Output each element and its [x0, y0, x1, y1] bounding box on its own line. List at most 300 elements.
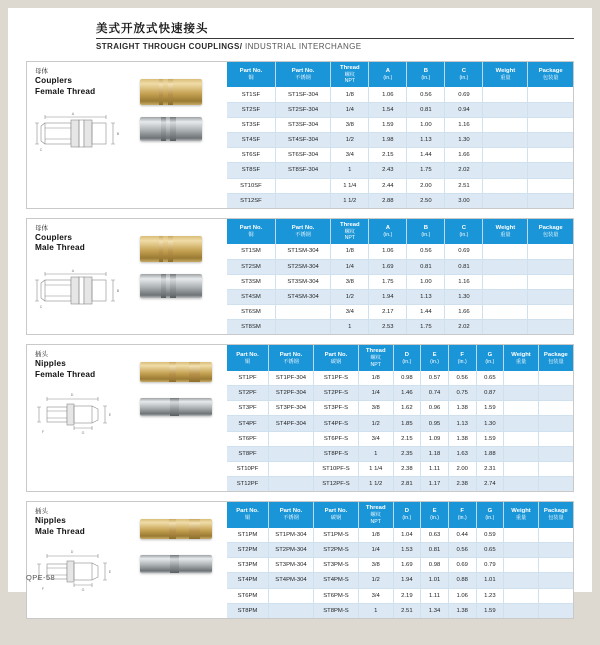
cell-r3-c0: ST4SF [227, 132, 275, 147]
cell-r2-c4: 1.00 [407, 274, 445, 289]
cell-r2-c2: 3/8 [331, 274, 369, 289]
cell-r1-c0: ST2PM [227, 542, 269, 557]
table-row[interactable] [227, 117, 573, 132]
cell-r3-c0: ST4SM [227, 289, 275, 304]
product-detail [189, 519, 201, 539]
cell-r7-c2: ST12PF-S [313, 477, 358, 492]
column-header-sub-0: 铜 [248, 232, 254, 238]
cell-r5-c7 [528, 163, 573, 178]
cell-r4-c7 [528, 305, 573, 320]
svg-text:A: A [71, 268, 75, 273]
cell-r0-c3: 1/8 [358, 371, 393, 386]
cell-r5-c3: 1 [358, 446, 393, 461]
cell-r4-c0: ST6PM [227, 588, 269, 603]
spec-table-2 [227, 219, 573, 335]
sections-container [26, 61, 574, 619]
column-header-sub-0: 铜 [248, 75, 254, 82]
table-row[interactable] [227, 371, 573, 386]
spec-table-1 [227, 62, 573, 208]
svg-text:B: B [116, 132, 120, 136]
section-label-en-1: Nipples [35, 359, 66, 369]
table-row[interactable] [227, 431, 573, 446]
table-row[interactable] [227, 528, 573, 543]
spec-table-wrapper [227, 345, 573, 491]
cell-r5-c6 [483, 320, 528, 335]
cell-r4-c3: 3/4 [358, 431, 393, 446]
product-detail [159, 236, 163, 262]
cell-r1-c3: 1.54 [369, 102, 407, 117]
column-header-0: Part No. 铜 [227, 502, 269, 527]
product-photo-brass [140, 362, 212, 382]
column-header-sub-5: (in.) [430, 515, 439, 522]
cell-r5-c5: 1.34 [421, 603, 449, 618]
cell-r5-c3: 1 [358, 603, 393, 618]
cell-r5-c2: ST8PF-S [313, 446, 358, 461]
cell-r1-c8 [504, 386, 539, 401]
section-illustration-panel [27, 219, 227, 335]
cell-r2-c3: 1.59 [369, 117, 407, 132]
column-header-sub-3: 螺纹 NPT [370, 355, 381, 368]
svg-text:C: C [39, 304, 43, 309]
cell-r7-c5: 1.17 [421, 477, 449, 492]
cell-r4-c2: 3/4 [331, 305, 369, 320]
cell-r5-c0: ST8SF [227, 163, 275, 178]
cell-r4-c3: 2.15 [369, 148, 407, 163]
cell-r2-c9 [538, 558, 573, 573]
section-label-en-2: Male Thread [35, 243, 85, 253]
cell-r3-c6 [483, 289, 528, 304]
cell-r0-c5: 0.69 [445, 244, 483, 259]
cell-r0-c6: 0.56 [448, 371, 476, 386]
spec-table-wrapper [227, 219, 573, 335]
column-header-3: Thread 螺纹 NPT [358, 345, 393, 370]
page-title-cn: 美式开放式快速接头 [96, 23, 209, 35]
cell-r2-c0: ST3SM [227, 274, 275, 289]
cell-r3-c7 [528, 132, 573, 147]
cell-r3-c6: 1.13 [448, 416, 476, 431]
technical-line-drawing [35, 268, 121, 312]
page-footer: QPE-58 [26, 573, 56, 582]
column-header-sub-4: (in.) [421, 232, 431, 238]
column-header-0: Part No. 铜 [227, 62, 275, 87]
svg-text:E: E [108, 570, 112, 575]
cell-r0-c0: ST1SM [227, 244, 275, 259]
cell-r3-c4: 1.94 [393, 573, 421, 588]
cell-r7-c4: 2.81 [393, 477, 421, 492]
cell-r2-c6: 1.38 [448, 401, 476, 416]
cell-r7-c9 [538, 477, 573, 492]
cell-r4-c6: 1.06 [448, 588, 476, 603]
section-media [35, 382, 223, 518]
cell-r4-c1: ST6SF-304 [275, 148, 330, 163]
column-header-7: Package 包装量 [528, 62, 573, 87]
cell-r1-c3: 1/4 [358, 386, 393, 401]
column-header-sub-8: 重量 [515, 358, 527, 365]
cell-r1-c7: 0.87 [476, 386, 504, 401]
cell-r4-c7: 1.23 [476, 588, 504, 603]
cell-r1-c2: ST2PM-S [313, 542, 358, 557]
column-header-4: D (in.) [393, 502, 421, 527]
cell-r5-c8 [504, 603, 539, 618]
cell-r2-c4: 1.00 [407, 117, 445, 132]
product-photo-steel [140, 274, 202, 298]
cell-r4-c6 [483, 148, 528, 163]
product-detail [169, 362, 176, 382]
table-row[interactable] [227, 477, 573, 492]
section-label-en-2: Female Thread [35, 369, 96, 379]
cell-r3-c4: 1.85 [393, 416, 421, 431]
table-row[interactable] [227, 274, 573, 289]
table-row[interactable] [227, 320, 573, 335]
cell-r7-c0: ST12SF [227, 193, 275, 208]
cell-r2-c8 [504, 558, 539, 573]
table-row[interactable] [227, 573, 573, 588]
product-detail [168, 236, 174, 262]
page-header [96, 22, 574, 52]
cell-r1-c3: 1.69 [369, 259, 407, 274]
cell-r0-c0: ST1PF [227, 371, 269, 386]
cell-r1-c7 [528, 259, 573, 274]
spec-table-3 [227, 345, 573, 491]
cell-r6-c5: 1.11 [421, 461, 449, 476]
column-header-6: F (in.) [448, 502, 476, 527]
cell-r7-c0: ST12PF [227, 477, 269, 492]
cell-r0-c1: ST1PM-304 [269, 528, 314, 543]
column-header-1: Part No. 不锈钢 [269, 345, 314, 370]
technical-line-drawing [35, 111, 121, 155]
cell-r3-c2: ST4PF-S [313, 416, 358, 431]
column-header-sub-2: 螺纹 NPT [344, 228, 355, 242]
cell-r4-c9 [538, 588, 573, 603]
cell-r4-c7 [528, 148, 573, 163]
column-header-sub-7: (in.) [485, 358, 495, 365]
table-row[interactable] [227, 446, 573, 461]
cell-r0-c1: ST1PF-304 [269, 371, 314, 386]
table-row[interactable] [227, 461, 573, 476]
cell-r2-c0: ST3PF [227, 401, 269, 416]
cell-r4-c2: 3/4 [331, 148, 369, 163]
cell-r6-c6 [483, 178, 528, 193]
cell-r3-c4: 1.13 [407, 289, 445, 304]
product-detail [161, 274, 166, 298]
column-header-8: Weight 重量 [504, 502, 539, 527]
column-header-sub-1: 不锈钢 [295, 75, 311, 82]
table-row[interactable] [227, 178, 573, 193]
product-photo-steel [140, 398, 212, 416]
column-header-sub-1: 不锈钢 [283, 358, 299, 365]
cell-r1-c4: 1.46 [393, 386, 421, 401]
cell-r6-c6: 2.00 [448, 461, 476, 476]
cell-r1-c4: 0.81 [407, 259, 445, 274]
cell-r2-c1: ST3SM-304 [275, 274, 330, 289]
cell-r1-c6: 0.56 [448, 542, 476, 557]
section-label-en-1: Nipples [35, 516, 66, 526]
cell-r4-c0: ST6PF [227, 431, 269, 446]
column-header-1: Part No. 不锈钢 [275, 62, 330, 87]
cell-r1-c8 [504, 542, 539, 557]
cell-r3-c5: 1.30 [445, 132, 483, 147]
cell-r2-c0: ST3SF [227, 117, 275, 132]
product-section-2 [26, 218, 574, 336]
table-row[interactable] [227, 386, 573, 401]
column-header-sub-5: (in.) [430, 358, 439, 365]
table-row[interactable] [227, 416, 573, 431]
svg-text:F: F [41, 587, 45, 592]
section-label-cn: 母体 [35, 68, 48, 75]
cell-r1-c2: ST2PF-S [313, 386, 358, 401]
header-divider [96, 38, 574, 39]
cell-r5-c7: 1.59 [476, 603, 504, 618]
cell-r2-c4: 1.69 [393, 558, 421, 573]
section-illustration-panel [27, 345, 227, 491]
cell-r2-c7 [528, 117, 573, 132]
column-header-7: Package 包装量 [528, 219, 573, 244]
cell-r2-c5: 1.16 [445, 274, 483, 289]
table-row[interactable] [227, 542, 573, 557]
cell-r7-c7 [528, 193, 573, 208]
cell-r0-c5: 0.57 [421, 371, 449, 386]
column-header-7: G (in.) [476, 345, 504, 370]
section-media [35, 99, 223, 235]
svg-text:G: G [81, 431, 85, 436]
column-header-sub-7: 包装量 [542, 232, 559, 238]
cell-r5-c4: 2.35 [393, 446, 421, 461]
column-header-6: F (in.) [448, 345, 476, 370]
cell-r3-c6: 0.88 [448, 573, 476, 588]
cell-r3-c2: 1/2 [331, 132, 369, 147]
svg-text:B: B [116, 288, 120, 293]
cell-r4-c6 [483, 305, 528, 320]
cell-r0-c7 [528, 244, 573, 259]
product-photo-brass [140, 519, 212, 539]
cell-r7-c7: 2.74 [476, 477, 504, 492]
column-header-sub-4: (in.) [421, 75, 431, 82]
product-detail [170, 398, 179, 416]
column-header-6: Weight 重量 [483, 219, 528, 244]
cell-r4-c9 [538, 431, 573, 446]
table-header-row [227, 62, 573, 87]
cell-r6-c1 [269, 461, 314, 476]
cell-r3-c7: 1.30 [476, 416, 504, 431]
column-header-5: E (in.) [421, 345, 449, 370]
cell-r5-c5: 2.02 [445, 163, 483, 178]
column-header-9: Package 包装量 [538, 502, 573, 527]
cell-r5-c3: 2.43 [369, 163, 407, 178]
table-row[interactable] [227, 259, 573, 274]
cell-r3-c5: 0.95 [421, 416, 449, 431]
cell-r0-c4: 1.04 [393, 528, 421, 543]
column-header-sub-3: (in.) [383, 75, 393, 82]
cell-r0-c9 [538, 371, 573, 386]
table-header-row [227, 502, 573, 527]
cell-r2-c6 [483, 117, 528, 132]
cell-r2-c4: 1.62 [393, 401, 421, 416]
product-photo-brass [140, 79, 202, 105]
column-header-4: B (in.) [407, 219, 445, 244]
table-row[interactable] [227, 163, 573, 178]
cell-r4-c1 [269, 588, 314, 603]
cell-r1-c4: 0.81 [407, 102, 445, 117]
table-row[interactable] [227, 289, 573, 304]
cell-r3-c0: ST4PM [227, 573, 269, 588]
cell-r7-c8 [504, 477, 539, 492]
column-header-sub-1: 不锈钢 [295, 232, 311, 238]
cell-r5-c1: ST8SF-304 [275, 163, 330, 178]
cell-r0-c8 [504, 528, 539, 543]
cell-r5-c7 [528, 320, 573, 335]
cell-r5-c2: ST8PM-S [313, 603, 358, 618]
column-header-sub-4: (in.) [402, 515, 412, 522]
cell-r4-c4: 1.44 [407, 305, 445, 320]
product-photo-steel [140, 117, 202, 141]
page-title-en-light: INDUSTRIAL INTERCHANGE [242, 42, 362, 51]
cell-r1-c0: ST2SM [227, 259, 275, 274]
technical-line-drawing [35, 392, 121, 436]
table-row[interactable] [227, 305, 573, 320]
cell-r2-c3: 1.75 [369, 274, 407, 289]
cell-r3-c6 [483, 132, 528, 147]
cell-r0-c5: 0.63 [421, 528, 449, 543]
cell-r1-c5: 0.94 [445, 102, 483, 117]
cell-r1-c6 [483, 102, 528, 117]
cell-r2-c2: ST3PF-S [313, 401, 358, 416]
column-header-sub-0: 铜 [244, 515, 251, 522]
table-row[interactable] [227, 148, 573, 163]
cell-r4-c5: 1.11 [421, 588, 449, 603]
cell-r5-c6: 1.63 [448, 446, 476, 461]
cell-r0-c2: 1/8 [331, 244, 369, 259]
table-row[interactable] [227, 401, 573, 416]
photo-slot-steel [140, 555, 212, 573]
table-row[interactable] [227, 558, 573, 573]
cell-r2-c3: 3/8 [358, 558, 393, 573]
photo-slot-brass [140, 362, 212, 382]
column-header-sub-6: 重量 [500, 75, 511, 82]
cell-r2-c2: 3/8 [331, 117, 369, 132]
cell-r5-c4: 1.75 [407, 320, 445, 335]
cell-r5-c9 [538, 446, 573, 461]
cell-r5-c7: 1.88 [476, 446, 504, 461]
cell-r3-c2: ST4PM-S [313, 573, 358, 588]
page-title-en-bold: STRAIGHT THROUGH COUPLINGS/ [96, 42, 243, 51]
cell-r0-c3: 1/8 [358, 528, 393, 543]
cell-r4-c5: 1.09 [421, 431, 449, 446]
cell-r5-c5: 1.18 [421, 446, 449, 461]
cell-r1-c1: ST2PM-304 [269, 542, 314, 557]
cell-r2-c7 [528, 274, 573, 289]
technical-line-drawing [35, 549, 121, 593]
cell-r4-c7: 1.59 [476, 431, 504, 446]
cell-r3-c7 [528, 289, 573, 304]
section-label-en-2: Female Thread [35, 86, 96, 96]
cell-r5-c0: ST8PF [227, 446, 269, 461]
cell-r3-c8 [504, 416, 539, 431]
table-row[interactable] [227, 102, 573, 117]
photo-slot-brass [140, 236, 202, 262]
cell-r7-c1 [269, 477, 314, 492]
cell-r5-c9 [538, 603, 573, 618]
cell-r6-c8 [504, 461, 539, 476]
column-header-sub-8: 重量 [515, 515, 527, 522]
photo-slot-brass [140, 519, 212, 539]
cell-r4-c8 [504, 588, 539, 603]
product-detail [170, 117, 176, 141]
table-row[interactable] [227, 193, 573, 208]
cell-r4-c5: 1.66 [445, 148, 483, 163]
cell-r4-c2: ST6PM-S [313, 588, 358, 603]
column-header-5: C (in.) [445, 219, 483, 244]
column-header-sub-2: 碳钢 [330, 515, 342, 522]
cell-r1-c7: 0.65 [476, 542, 504, 557]
column-header-4: B (in.) [407, 62, 445, 87]
cell-r6-c0: ST10PF [227, 461, 269, 476]
cell-r3-c1: ST4PM-304 [269, 573, 314, 588]
cell-r1-c5: 0.81 [421, 542, 449, 557]
cell-r0-c2: ST1PM-S [313, 528, 358, 543]
cell-r0-c6 [483, 87, 528, 102]
svg-text:A: A [71, 112, 75, 116]
product-photo-steel [140, 555, 212, 573]
cell-r5-c5: 2.02 [445, 320, 483, 335]
cell-r1-c2: 1/4 [331, 102, 369, 117]
cell-r1-c0: ST2PF [227, 386, 269, 401]
table-row[interactable] [227, 87, 573, 102]
column-header-2: Part No. 碳钢 [313, 502, 358, 527]
column-header-sub-9: 包装量 [548, 358, 564, 365]
product-detail [170, 555, 179, 573]
table-row[interactable] [227, 588, 573, 603]
column-header-sub-5: (in.) [459, 232, 469, 238]
cell-r5-c6 [483, 163, 528, 178]
column-header-2: Thread 螺纹 NPT [331, 219, 369, 244]
cell-r5-c4: 2.51 [393, 603, 421, 618]
product-detail [169, 519, 176, 539]
section-label-cn: 插头 [35, 351, 48, 359]
cell-r5-c2: 1 [331, 320, 369, 335]
section-media [35, 539, 223, 645]
spec-table-4 [227, 502, 573, 618]
cell-r7-c4: 2.50 [407, 193, 445, 208]
cell-r0-c4: 0.56 [407, 244, 445, 259]
cell-r3-c1: ST4PF-304 [269, 416, 314, 431]
cell-r2-c2: ST3PM-S [313, 558, 358, 573]
cell-r3-c8 [504, 573, 539, 588]
cell-r3-c1: ST4SM-304 [275, 289, 330, 304]
cell-r2-c7: 0.79 [476, 558, 504, 573]
cell-r2-c1: ST3PM-304 [269, 558, 314, 573]
column-header-7: G (in.) [476, 502, 504, 527]
cell-r2-c3: 3/8 [358, 401, 393, 416]
cell-r6-c2: ST10PF-S [313, 461, 358, 476]
cell-r3-c1: ST4SF-304 [275, 132, 330, 147]
cell-r4-c3: 3/4 [358, 588, 393, 603]
table-row[interactable] [227, 244, 573, 259]
column-header-5: E (in.) [421, 502, 449, 527]
cell-r7-c3: 2.88 [369, 193, 407, 208]
cell-r1-c5: 0.74 [421, 386, 449, 401]
cell-r3-c3: 1/2 [358, 573, 393, 588]
cell-r1-c6: 0.75 [448, 386, 476, 401]
table-row[interactable] [227, 603, 573, 618]
photo-slot-steel [140, 117, 202, 141]
cell-r7-c6 [483, 193, 528, 208]
table-row[interactable] [227, 132, 573, 147]
cell-r5-c0: ST8SM [227, 320, 275, 335]
cell-r7-c5: 3.00 [445, 193, 483, 208]
cell-r3-c3: 1.98 [369, 132, 407, 147]
column-header-2: Thread 螺纹 NPT [331, 62, 369, 87]
column-header-sub-2: 螺纹 NPT [344, 72, 355, 85]
